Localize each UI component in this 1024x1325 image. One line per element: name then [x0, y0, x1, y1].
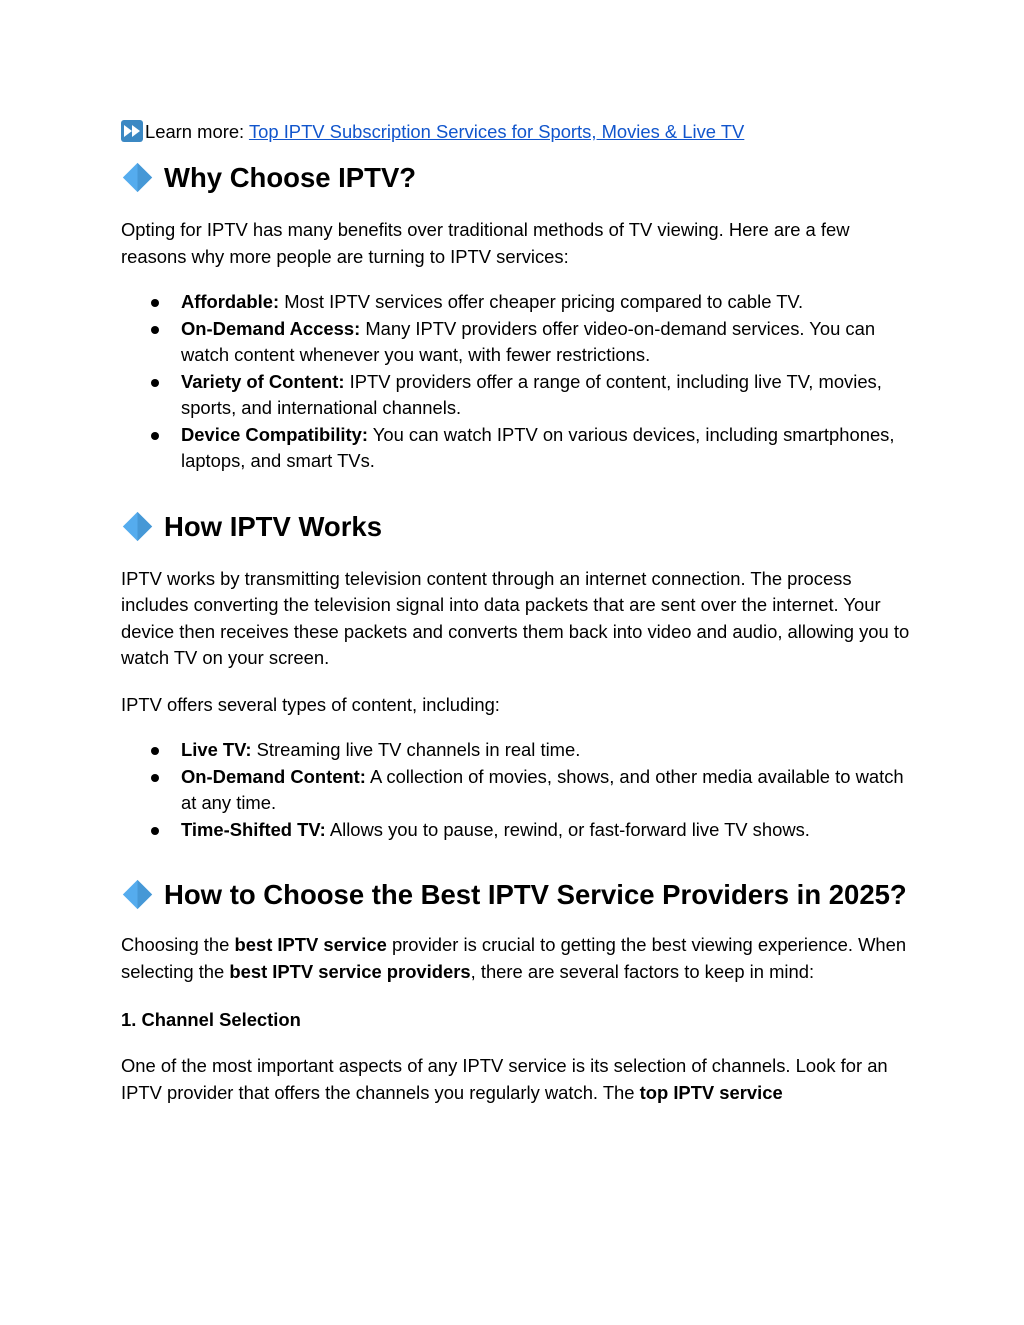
text-run: provider is crucial to getting the best viewing experience. When selecting the [121, 934, 907, 982]
bold-run: best IPTV service [234, 934, 387, 955]
how-heading-text: How IPTV Works [164, 510, 382, 542]
text-run: Choosing the [121, 934, 235, 955]
bullet-term: Live TV: [181, 739, 252, 760]
list-item [121, 764, 911, 817]
learn-more-label: Learn more: [145, 121, 249, 142]
bullet-text: You can watch IPTV on various devices, including smartphones, laptops, and smart TVs. [181, 423, 895, 471]
blue-diamond-icon [121, 161, 154, 194]
list-item [121, 817, 911, 844]
bullet-text: Streaming live TV channels in real time. [251, 739, 581, 760]
bullet-term: On-Demand Content: [181, 765, 366, 787]
section-heading-how [121, 508, 911, 546]
bullet-text: Allows you to pause, rewind, or fast-forward live TV shows. [325, 818, 810, 840]
how-paragraph: IPTV works by transmitting television content through an internet connection. The process includes converting the television signal into data packets that are sent over the internet. Your device then receives these packets and converts them back into video and audio, allowing you to watch TV on your screen. [121, 567, 910, 668]
bullet-dot [151, 747, 159, 755]
bullet-dot [151, 774, 159, 782]
bold-run: best IPTV service providers [229, 960, 471, 982]
why-heading-text: Why Choose IPTV? [164, 162, 417, 193]
list-item [121, 737, 911, 764]
list-item [121, 289, 911, 316]
section-heading-choose [121, 876, 911, 914]
bullet-dot [151, 827, 159, 835]
section-heading-why [121, 159, 911, 197]
bullet-term: Variety of Content: [181, 370, 345, 392]
list-item [121, 369, 911, 422]
list-item [121, 316, 911, 369]
how-bullet-list [121, 737, 911, 843]
bullet-dot [151, 326, 159, 334]
subheading-channel-selection: 1. Channel Selection [121, 1009, 301, 1030]
why-intro: Opting for IPTV has many benefits over traditional methods of TV viewing. Here are a few reasons why more people are turning to IPTV services: [121, 219, 850, 267]
bullet-term: Time-Shifted TV: [181, 818, 326, 840]
document-content [121, 119, 911, 1106]
bullet-text: A collection of movies, shows, and other media available to watch at any time. [181, 765, 904, 813]
blue-diamond-icon [121, 510, 154, 543]
bold-run: top IPTV service [639, 1081, 783, 1103]
bullet-dot [151, 299, 159, 307]
bullet-term: On-Demand Access: [181, 317, 361, 339]
bullet-dot [151, 379, 159, 387]
bullet-term: Affordable: [181, 291, 280, 312]
choose-heading-text: How to Choose the Best IPTV Service Providers in 2025? [164, 879, 907, 910]
bullet-text: IPTV providers offer a range of content, including live TV, movies, sports, and international channels. [181, 370, 882, 418]
list-item [121, 422, 911, 475]
choose-paragraph [121, 932, 911, 985]
blue-diamond-icon [121, 878, 154, 911]
bullet-text: Most IPTV services offer cheaper pricing compared to cable TV. [279, 291, 804, 312]
learn-more-link[interactable]: Top IPTV Subscription Services for Sports, Movies & Live TV [248, 121, 745, 142]
bullet-term: Device Compatibility: [181, 423, 369, 445]
text-run: , there are several factors to keep in mind: [470, 960, 815, 982]
how-types-intro: IPTV offers several types of content, including: [121, 693, 500, 715]
learn-more-line [121, 119, 911, 145]
text-run: One of the most important aspects of any IPTV service is its selection of channels. Look for an IPTV provider that offers the channels you regularly watch. The [121, 1055, 888, 1103]
why-bullet-list [121, 289, 911, 475]
bullet-text: Many IPTV providers offer video-on-demand services. You can watch content whenever you want, with fewer restrictions. [181, 317, 876, 365]
channel-selection-paragraph [121, 1053, 911, 1106]
fast-forward-icon [121, 120, 143, 142]
bullet-dot [151, 432, 159, 440]
